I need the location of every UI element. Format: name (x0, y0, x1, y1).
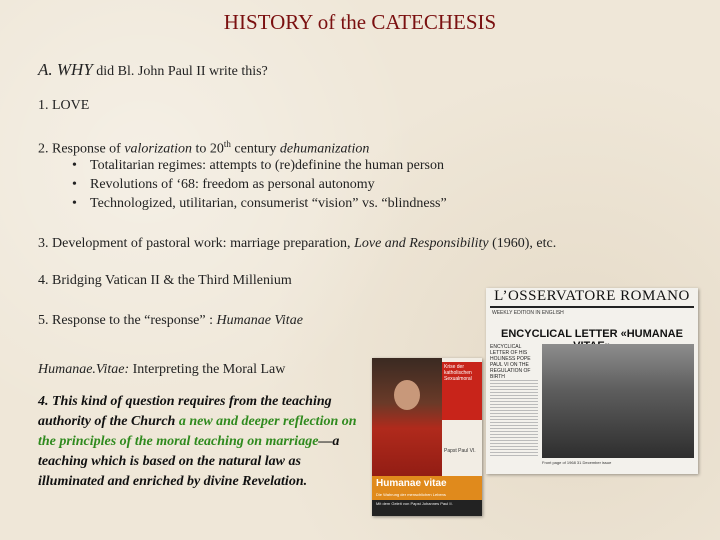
response-prefix: 2. Response of (38, 141, 125, 157)
development-book: Love and Responsibility (354, 236, 489, 251)
quote-part1: 4. This kind of question requires from the teaching authority of the Church (38, 394, 332, 429)
why-lead: A. WHY (38, 60, 93, 79)
book-bottom-text: Mit dem Geleit von Papst Johannes Paul II. (372, 500, 482, 516)
book-title-band: Humanae vitae (372, 476, 482, 492)
point-development (38, 236, 556, 252)
pope-portrait (372, 358, 442, 486)
page-title: HISTORY of the CATECHESIS (223, 10, 497, 34)
bullet-dot-icon: • (72, 158, 77, 173)
bullet-dot-icon: • (72, 177, 77, 192)
masthead-rule (490, 306, 694, 308)
newspaper-photo (542, 344, 694, 458)
bullet-dot-icon: • (72, 196, 77, 211)
newspaper-column-text: ENCYCLICAL LETTER OF HIS HOLINESS POPE PAUL VI ON THE REGULATION OF BIRTH (490, 344, 538, 380)
bullet-item (72, 177, 375, 193)
bullet-text: Totalitarian regimes: attempts to (re)definine the human person (90, 158, 444, 173)
bullet-text: Revolutions of ‘68: freedom as personal autonomy (90, 177, 375, 192)
bullet-text: Technologized, utilitarian, consumerist “vision” vs. “blindness” (90, 196, 447, 211)
development-suffix: (1960), etc. (488, 236, 557, 251)
newspaper-meta: WEEKLY EDITION IN ENGLISH (492, 310, 564, 316)
newspaper-image (486, 288, 698, 474)
quote-paragraph (38, 392, 363, 492)
why-heading (38, 60, 268, 80)
portrait-face (394, 380, 420, 410)
book-subtitle: Die Wahrung der menschlichen Lebens (372, 492, 482, 500)
book-cover-image (372, 358, 482, 516)
development-prefix: 3. Development of pastoral work: marriage preparation, (38, 236, 355, 251)
response-valorization: valorization (124, 141, 192, 157)
response-mid2: century (230, 141, 280, 157)
book-red-text: Krise der katholischen Sexualmoral (444, 364, 472, 382)
response-dehumanization: dehumanization (279, 141, 370, 157)
point-response (38, 139, 369, 158)
hv-heading-italic: Humanae.Vitae: (38, 362, 130, 377)
newspaper-column (490, 344, 538, 456)
quote-highlight: a new and deeper reflection on the principles of the moral teaching on marriage (38, 414, 357, 449)
bullet-item (72, 158, 444, 174)
response-sup: th (223, 139, 231, 149)
newspaper-headline: ENCYCLICAL LETTER «HUMANAE (501, 328, 683, 340)
response2-italic: Humanae Vitae (216, 313, 303, 328)
book-red-label (442, 362, 482, 420)
point-love: 1. LOVE (38, 98, 90, 113)
response2-prefix: 5. Response to the “response” : (38, 313, 217, 328)
response-mid: to 20 (192, 141, 224, 157)
point-response2 (38, 313, 303, 329)
hv-heading-rest: Interpreting the Moral Law (129, 362, 286, 377)
hv-heading (38, 362, 285, 378)
quote-part2: —a teaching which is based on the natural law as illuminated and enriched by divine Revelation. (38, 434, 340, 489)
newspaper-masthead: L’OSSERVATORE ROMANO (494, 288, 690, 304)
why-rest: did Bl. John Paul II write this? (92, 64, 268, 79)
bullet-item (72, 196, 447, 212)
point-bridging: 4. Bridging Vatican II & the Third Millenium (38, 273, 292, 288)
newspaper-caption: Front page of 1968 31 December issue (542, 460, 612, 465)
book-author: Papst Paul VI. (444, 448, 476, 454)
